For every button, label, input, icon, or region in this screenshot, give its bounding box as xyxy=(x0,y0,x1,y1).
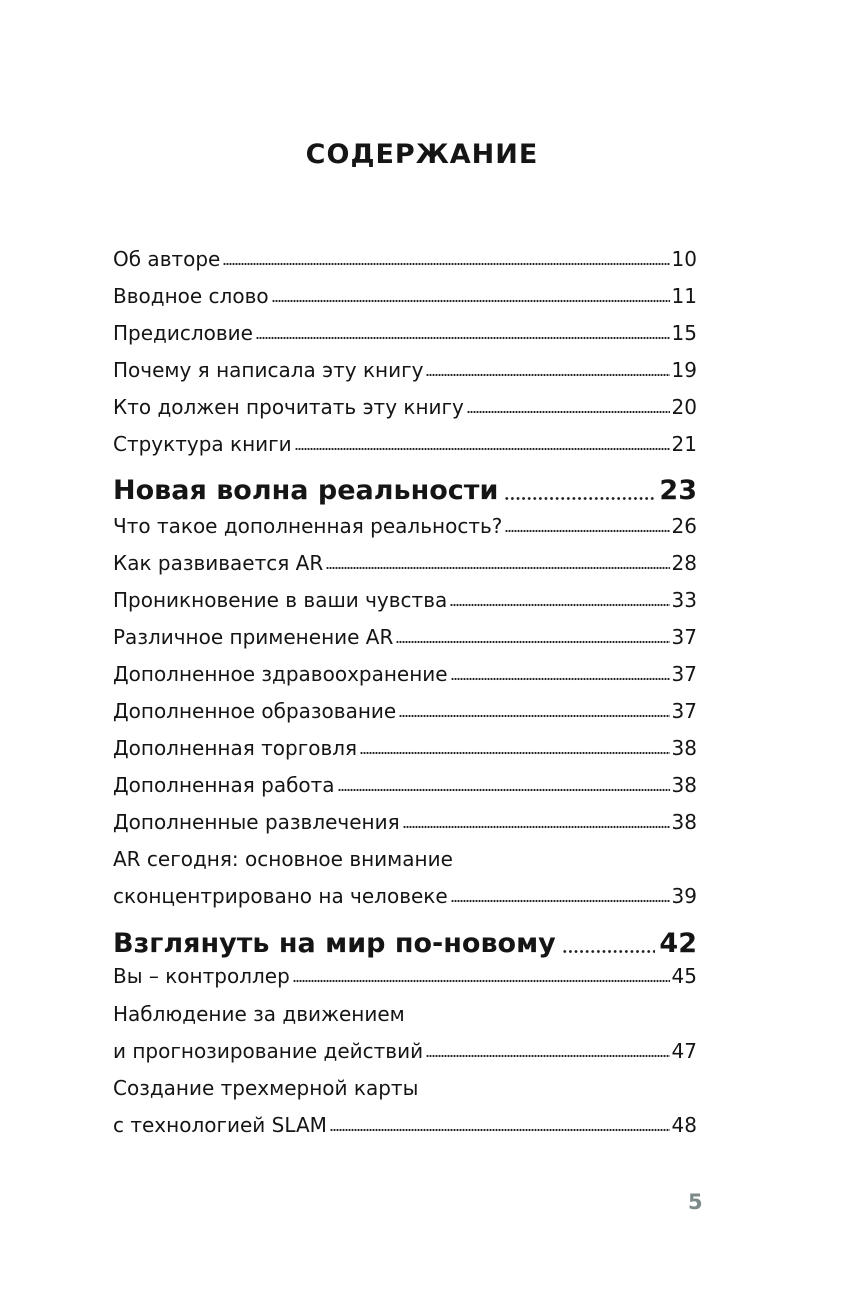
toc-entry-page: 45 xyxy=(671,964,697,988)
toc-entry-what-is-ar[interactable] xyxy=(113,514,697,538)
toc-chapter-page: 42 xyxy=(659,928,697,959)
toc-entry-label: Различное применение AR xyxy=(113,625,394,649)
toc-entry-page: 47 xyxy=(671,1039,697,1063)
leader-dots xyxy=(562,949,656,954)
toc-entry-page: 19 xyxy=(671,358,697,382)
toc-entry-page: 38 xyxy=(671,773,697,797)
toc-entry-work[interactable] xyxy=(113,773,697,797)
toc-entry-label: Дополненные развлечения xyxy=(113,810,400,834)
leader-dots xyxy=(256,336,670,340)
toc-entry-education[interactable] xyxy=(113,699,697,723)
toc-entry-label: Об авторе xyxy=(113,247,221,271)
toc-entry-label: Вы – контроллер xyxy=(113,964,290,988)
toc-entry-label: Дополненное здравоохранение xyxy=(113,662,448,686)
toc-entry-label: Что такое дополненная реальность? xyxy=(113,514,503,538)
leader-dots xyxy=(399,714,669,718)
toc-entry-healthcare[interactable] xyxy=(113,662,697,686)
toc-entry-page: 33 xyxy=(671,588,697,612)
leader-dots xyxy=(330,1128,670,1132)
page-number: 5 xyxy=(688,1190,703,1214)
leader-dots xyxy=(504,496,655,501)
leader-dots xyxy=(451,899,670,903)
toc-entry-why-i-wrote[interactable] xyxy=(113,358,697,382)
toc-entry-label: Дополненная работа xyxy=(113,773,335,797)
toc-entry-page: 26 xyxy=(671,514,697,538)
toc-entry-page: 20 xyxy=(671,395,697,419)
toc-entry-label: Проникновение в ваши чувства xyxy=(113,588,448,612)
toc-entry-page: 38 xyxy=(671,810,697,834)
toc-entry-page: 11 xyxy=(671,284,697,308)
toc-entry-page: 37 xyxy=(671,625,697,649)
leader-dots xyxy=(360,751,669,755)
toc-entry-label: Предисловие xyxy=(113,321,253,345)
toc-entry-page: 28 xyxy=(671,551,697,575)
leader-dots xyxy=(505,529,669,533)
leader-dots xyxy=(293,979,670,983)
toc-entry-senses[interactable] xyxy=(113,588,697,612)
toc-entry-page: 38 xyxy=(671,736,697,760)
toc-entry-page: 10 xyxy=(671,247,697,271)
toc-entry-motion-tracking[interactable] xyxy=(113,1039,697,1063)
toc-entry-motion-tracking-line1[interactable]: Наблюдение за движением xyxy=(113,1002,405,1026)
leader-dots xyxy=(403,825,670,829)
toc-entry-who-should-read[interactable] xyxy=(113,395,697,419)
toc-entry-3d-map-line1[interactable]: Создание трехмерной карты xyxy=(113,1076,419,1100)
toc-entry-page: 48 xyxy=(671,1113,697,1137)
leader-dots xyxy=(467,410,670,414)
toc-entry-label: и прогнозирование действий xyxy=(113,1039,424,1063)
leader-dots xyxy=(223,262,669,266)
toc-entry-page: 15 xyxy=(671,321,697,345)
toc-entry-label: с технологией SLAM xyxy=(113,1113,327,1137)
leader-dots xyxy=(451,677,670,681)
toc-entry-entertainment[interactable] xyxy=(113,810,697,834)
toc-entry-label: Кто должен прочитать эту книгу xyxy=(113,395,464,419)
toc-entry-label: Структура книги xyxy=(113,432,292,456)
leader-dots xyxy=(396,640,669,644)
toc-chapter-new-wave[interactable] xyxy=(113,475,697,507)
toc-entry-ar-today-line1[interactable]: AR сегодня: основное внимание xyxy=(113,847,453,871)
toc-entry-you-controller[interactable] xyxy=(113,964,697,988)
toc-entry-commerce[interactable] xyxy=(113,736,697,760)
leader-dots xyxy=(326,566,669,570)
toc-entry-intro-word[interactable] xyxy=(113,284,697,308)
toc-entry-page: 21 xyxy=(671,432,697,456)
toc-entry-preface[interactable] xyxy=(113,321,697,345)
toc-chapter-label: Новая волна реальности xyxy=(113,475,499,506)
leader-dots xyxy=(295,447,670,451)
toc-entry-label: Вводное слово xyxy=(113,284,269,308)
toc-chapter-new-view[interactable] xyxy=(113,928,697,960)
leader-dots xyxy=(338,788,670,792)
toc-entry-label: Дополненное образование xyxy=(113,699,397,723)
toc-entry-slam[interactable] xyxy=(113,1113,697,1137)
leader-dots xyxy=(272,299,670,303)
toc-chapter-label: Взглянуть на мир по-новому xyxy=(113,928,556,959)
toc-entry-about-author[interactable] xyxy=(113,247,697,271)
leader-dots xyxy=(426,373,669,377)
toc-entry-label: сконцентрировано на человеке xyxy=(113,884,448,908)
toc-entry-book-structure[interactable] xyxy=(113,432,697,456)
toc-entry-label: Дополненная торговля xyxy=(113,736,358,760)
toc-entry-page: 39 xyxy=(671,884,697,908)
toc-entry-label: Почему я написала эту книгу xyxy=(113,358,424,382)
toc-entry-label: Как развивается AR xyxy=(113,551,324,575)
leader-dots xyxy=(450,603,669,607)
toc-entry-page: 37 xyxy=(671,699,697,723)
toc-entry-how-ar-develops[interactable] xyxy=(113,551,697,575)
toc-chapter-page: 23 xyxy=(659,475,697,506)
leader-dots xyxy=(426,1054,669,1058)
toc-entry-ar-applications[interactable] xyxy=(113,625,697,649)
toc-entry-ar-today[interactable] xyxy=(113,884,697,908)
page-title: СОДЕРЖАНИЕ xyxy=(305,139,539,170)
toc-entry-page: 37 xyxy=(671,662,697,686)
